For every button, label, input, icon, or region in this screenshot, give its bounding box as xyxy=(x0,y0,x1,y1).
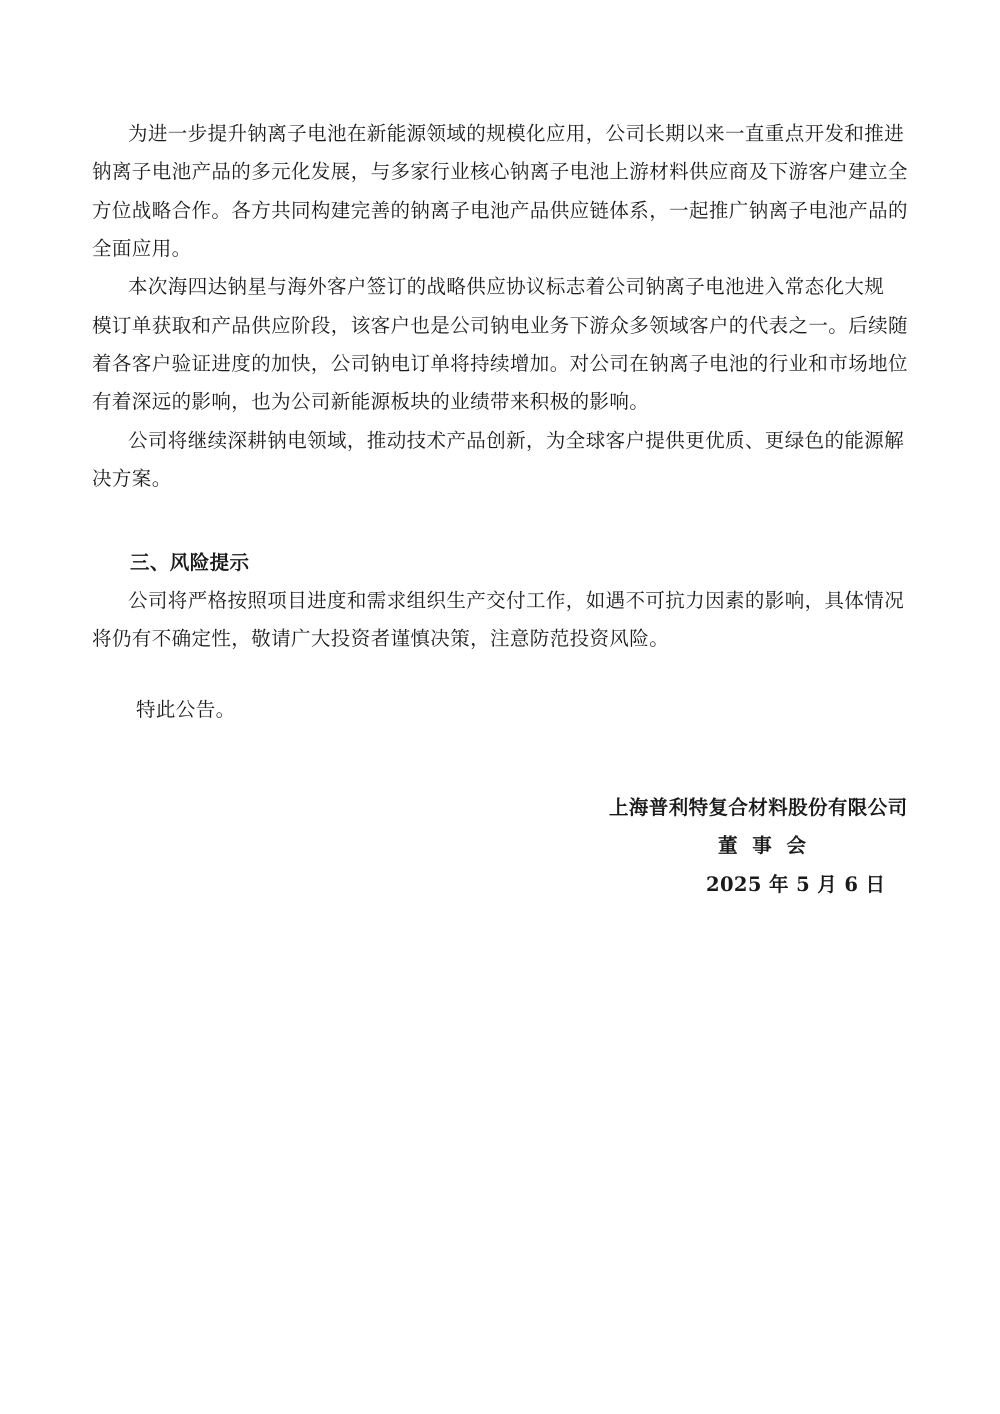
signature-board: 董 事 会 xyxy=(718,834,807,857)
paragraph-2-line-4: 有着深远的影响，也为公司新能源板块的业绩带来积极的影响。 xyxy=(92,390,650,413)
closing-statement: 特此公告。 xyxy=(136,698,236,721)
paragraph-2-line-3: 着各客户验证进度的加快，公司钠电订单将持续增加。对公司在钠离子电池的行业和市场地位 xyxy=(92,352,908,375)
paragraph-2-line-1: 本次海四达钠星与海外客户签订的战略供应协议标志着公司钠离子电池进入常态化大规 xyxy=(128,275,885,298)
signature-date: 2025 年 5 月 6 日 xyxy=(706,873,886,896)
paragraph-3-line-1: 公司将继续深耕钠电领域，推动技术产品创新，为全球客户提供更优质、更绿色的能源解 xyxy=(128,429,905,452)
paragraph-3-line-2: 决方案。 xyxy=(92,467,172,490)
paragraph-1-line-4: 全面应用。 xyxy=(92,237,192,260)
signature-company: 上海普利特复合材料股份有限公司 xyxy=(609,796,908,819)
paragraph-4-line-2: 将仍有不确定性，敬请广大投资者谨慎决策，注意防范投资风险。 xyxy=(92,627,670,650)
paragraph-4-line-1: 公司将严格按照项目进度和需求组织生产交付工作，如遇不可抗力因素的影响，具体情况 xyxy=(128,589,905,612)
section-heading-risk: 三、风险提示 xyxy=(130,551,250,574)
paragraph-2-line-2: 模订单获取和产品供应阶段，该客户也是公司钠电业务下游众多领域客户的代表之一。后续随 xyxy=(92,314,908,337)
paragraph-1-line-3: 方位战略合作。各方共同构建完善的钠离子电池产品供应链体系，一起推广钠离子电池产品的 xyxy=(92,199,908,222)
paragraph-1-line-1: 为进一步提升钠离子电池在新能源领域的规模化应用，公司长期以来一直重点开发和推进 xyxy=(128,122,905,145)
paragraph-1-line-2: 钠离子电池产品的多元化发展，与多家行业核心钠离子电池上游材料供应商及下游客户建立全 xyxy=(92,160,908,183)
